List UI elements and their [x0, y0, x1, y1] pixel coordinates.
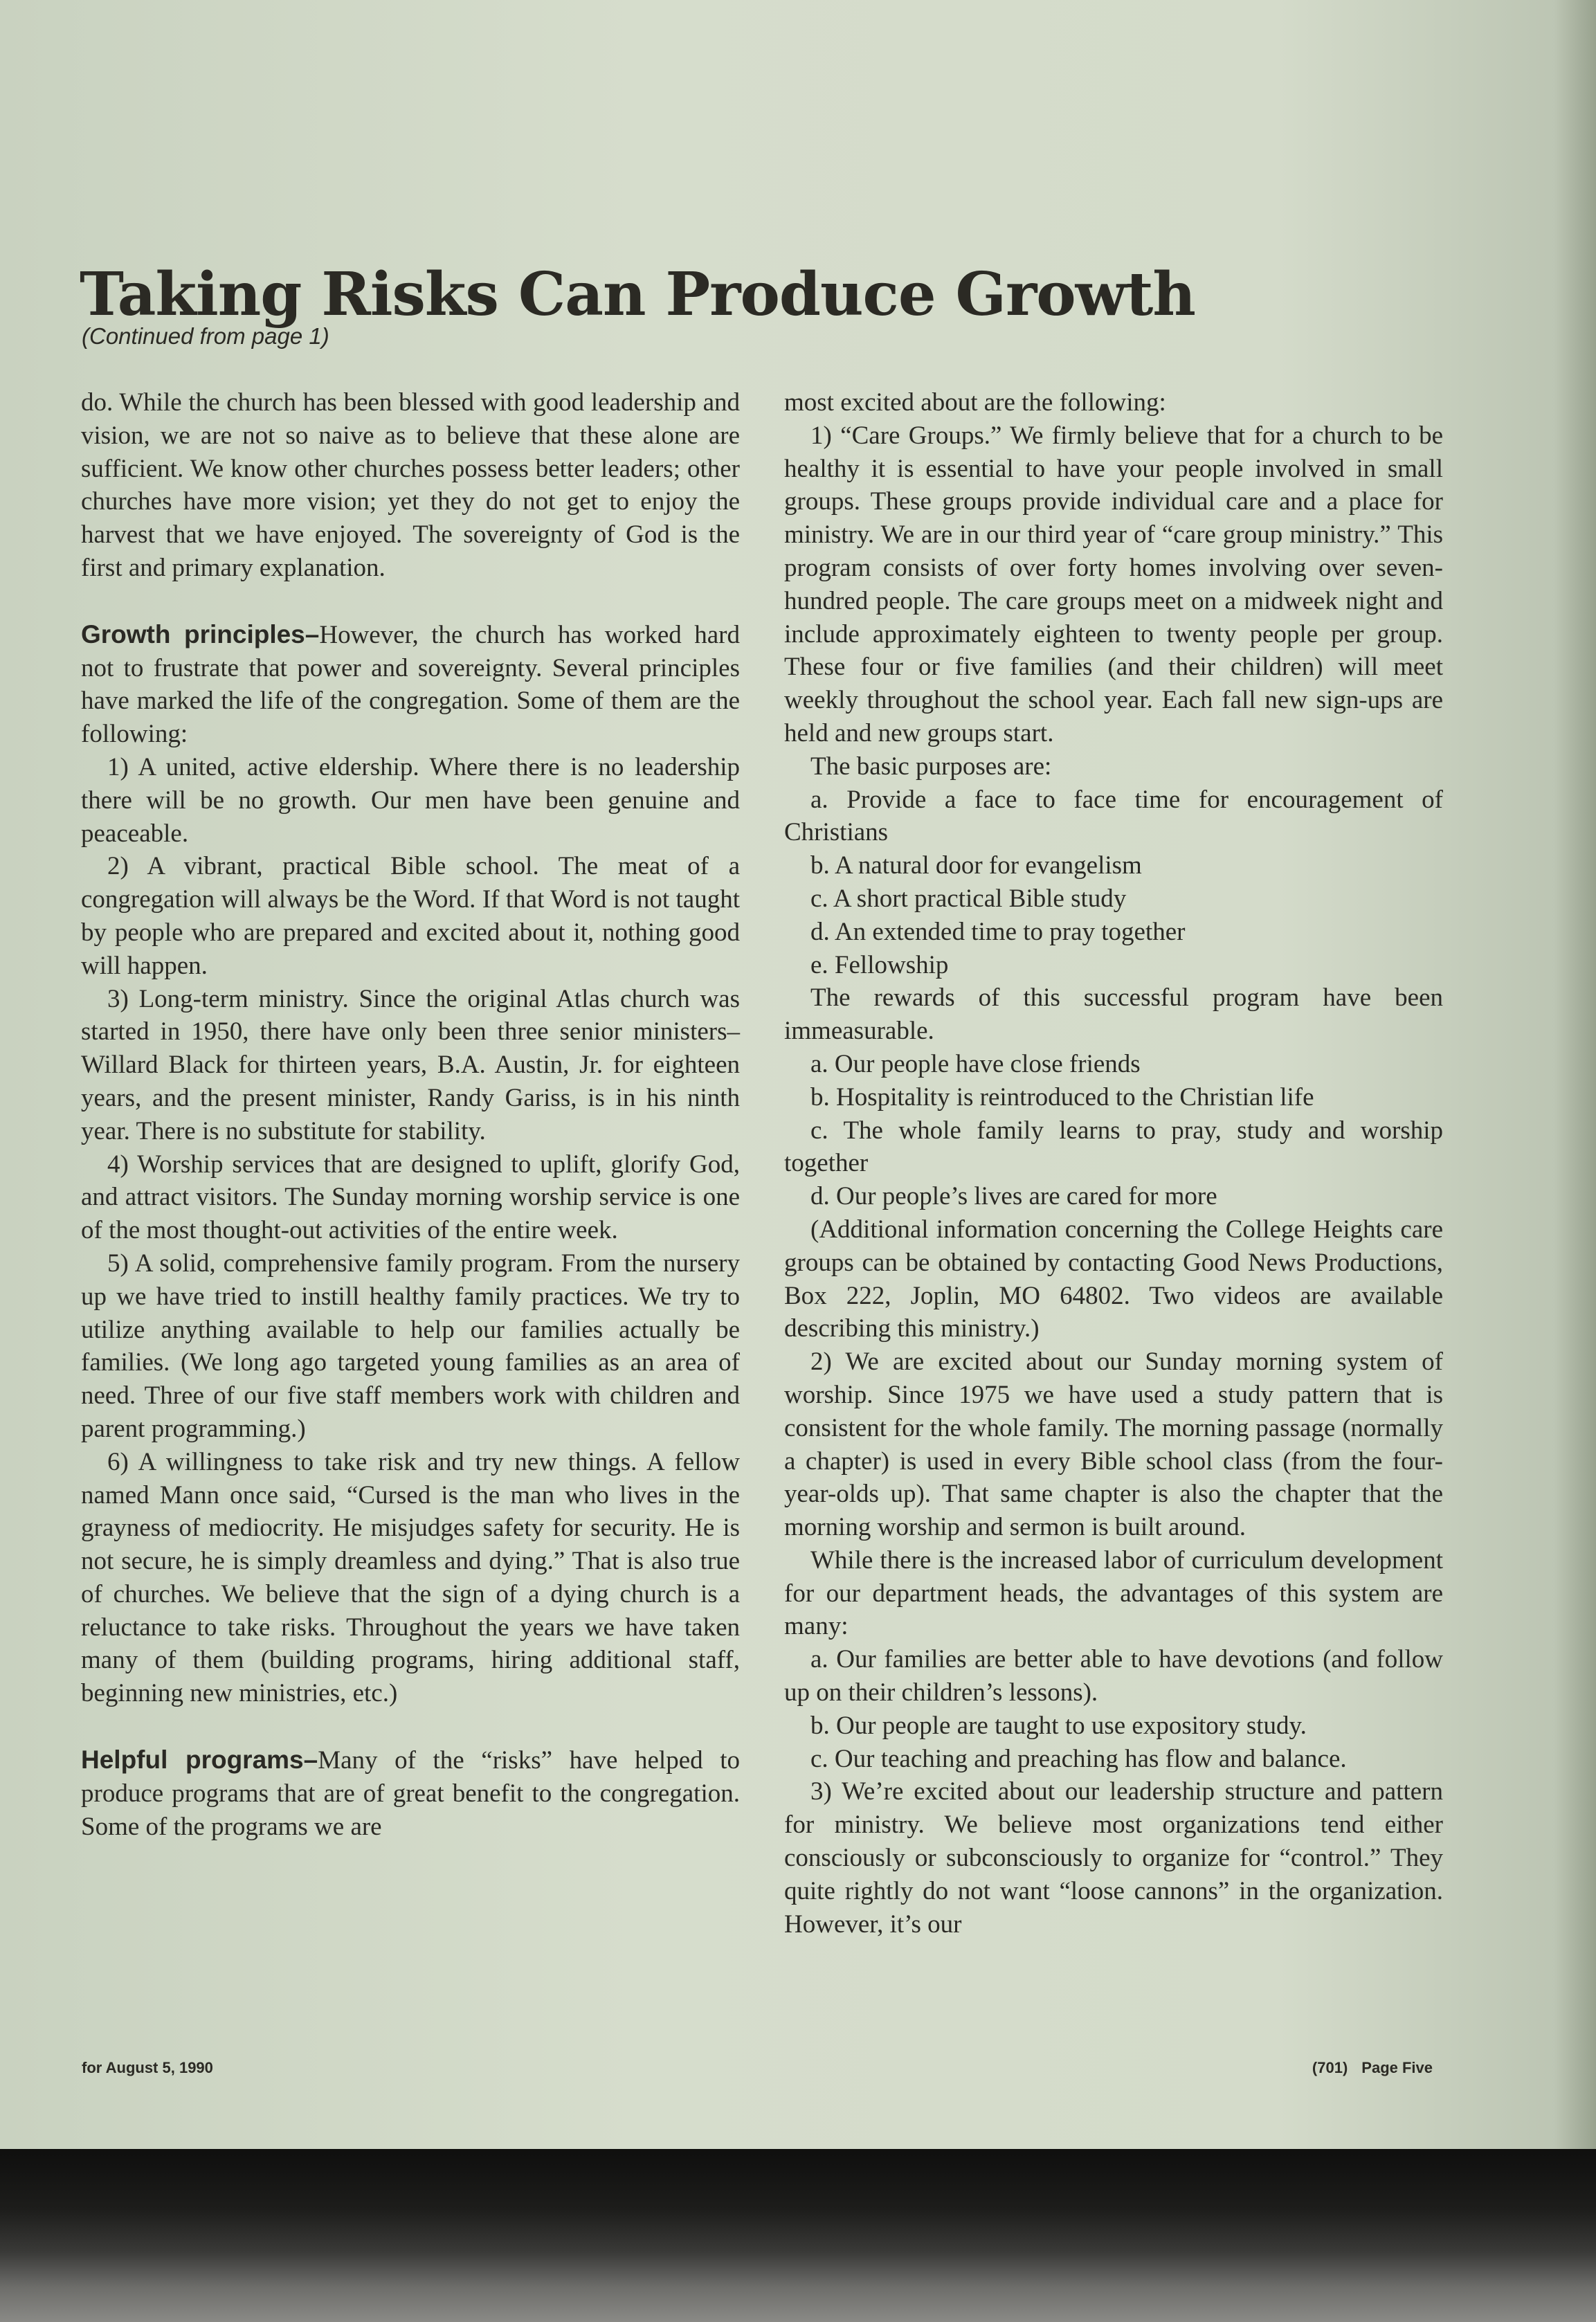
section-heading: Helpful programs– [81, 1745, 318, 1775]
footer-date: for August 5, 1990 [82, 2059, 213, 2076]
footer-page [1312, 2059, 1433, 2077]
list-item: a. Our people have close friends [810, 1049, 1141, 1078]
paragraph: 3) Long-term ministry. Since the original Atlas church was started in 1950, there have only been three senior ministers–Willard Black for thirteen years, B.A. Austin, Jr. for eighteen years, and the present minister, Randy Gariss, is in his ninth year. There is no substitute for stability. [81, 984, 740, 1145]
list-item: a. Our families are better able to have devotions (and follow up on their children’s lessons). [784, 1645, 1443, 1707]
paragraph: The rewards of this successful program have been immeasurable. [784, 983, 1443, 1046]
list-item: d. An extended time to pray together [810, 917, 1186, 946]
continued-note: (Continued from page 1) [82, 323, 329, 349]
page-edge-shadow [1554, 0, 1596, 2149]
list-item: b. A natural door for evangelism [810, 851, 1142, 880]
left-column [81, 386, 740, 1843]
list-item: b. Our people are taught to use expository study. [810, 1711, 1307, 1740]
paragraph: 5) A solid, comprehensive family program. From the nursery up we have tried to instill healthy family practices. We try to utilize anything available to help our families actually be families. (We long ago targeted young families as an area of need. Three of our five staff members work with children and parent programming.) [81, 1249, 740, 1443]
list-item: e. Fellowship [810, 950, 949, 979]
paragraph: 1) “Care Groups.” We firmly believe that for a church to be healthy it is essential to have your people involved in small groups. These groups provide individual care and a place for ministry. We are in our third year of “care group ministry.” This program consists of over forty homes involving over seven-hundred people. The care groups meet on a midweek night and include approximately eighteen to twenty people per group. These four or five families (and their children) will meet weekly throughout the school year. Each fall new sign-ups are held and new groups start. [784, 421, 1443, 747]
paragraph: 6) A willingness to take risk and try new things. A fellow named Mann once said, “Cursed is the man who lives in the grayness of mediocrity. He misjudges safety for security. He is not secure, he is simply dreamless and dying.” That is also true of churches. We believe that the sign of a dying church is a reluctance to take risks. Throughout the years we have taken many of them (building programs, hiring additional staff, beginning new ministries, etc.) [81, 1447, 740, 1708]
paragraph: Growth principles–However, the church has worked hard not to frustrate that power and sovereignty. Several principles have marked the life of the congregation. Some of them are the following: [81, 619, 740, 749]
paragraph: Helpful programs–Many of the “risks” have helped to produce programs that are of great benefit to the congregation. Some of the programs we are [81, 1745, 740, 1841]
paragraph: 4) Worship services that are designed to uplift, glorify God, and attract visitors. The Sunday morning worship service is one of the most thought-out activities of the entire week. [81, 1150, 740, 1245]
page-number: Page Five [1361, 2059, 1433, 2076]
paragraph: (Additional information concerning the College Heights care groups can be obtained by contacting Good News Productions, Box 222, Joplin, MO 64802. Two videos are available describing this ministry.) [784, 1215, 1443, 1343]
list-item: a. Provide a face to face time for encouragement of Christians [784, 785, 1443, 847]
paragraph: 1) A united, active eldership. Where there is no leadership there will be no growth. Our men have been genuine and peaceable. [81, 752, 740, 848]
page-code: (701) [1312, 2059, 1348, 2076]
paragraph: most excited about are the following: [784, 388, 1166, 417]
right-column [784, 386, 1443, 1941]
list-item: c. The whole family learns to pray, study and worship together [784, 1116, 1443, 1178]
list-item: b. Hospitality is reintroduced to the Christian life [810, 1082, 1314, 1112]
paragraph: The basic purposes are: [810, 752, 1052, 781]
list-item: c. Our teaching and preaching has flow and balance. [810, 1744, 1347, 1773]
list-item: c. A short practical Bible study [810, 884, 1127, 913]
section-heading: Growth principles– [81, 619, 320, 648]
paragraph: While there is the increased labor of curriculum development for our department heads, the advantages of this system are many: [784, 1545, 1443, 1641]
list-item: d. Our people’s lives are cared for more [810, 1182, 1217, 1211]
paragraph: 2) A vibrant, practical Bible school. The meat of a congregation will always be the Word. If that Word is not taught by people who are prepared and excited about it, nothing good will happen. [81, 852, 740, 980]
paragraph: 3) We’re excited about our leadership structure and pattern for ministry. We believe most organizations tend either consciously or subconsciously to organize for “control.” They quite rightly do not want “loose cannons” in the organization. However, it’s our [784, 1777, 1443, 1939]
paragraph: 2) We are excited about our Sunday morning system of worship. Since 1975 we have used a study pattern that is consistent for the whole family. The morning passage (normally a chapter) is used in every Bible school class (from the four-year-olds up). That same chapter is also the chapter that the morning worship and sermon is built around. [784, 1348, 1443, 1542]
paragraph: do. While the church has been blessed with good leadership and vision, we are not so naive as to believe that these alone are sufficient. We know other churches possess better leaders; other churches have more vision; yet they do not get to enjoy the harvest that we have enjoyed. The sovereignty of God is the first and primary explanation. [81, 388, 740, 582]
article-title: Taking Risks Can Produce Growth [80, 259, 1195, 329]
background-surface [0, 2149, 1596, 2322]
